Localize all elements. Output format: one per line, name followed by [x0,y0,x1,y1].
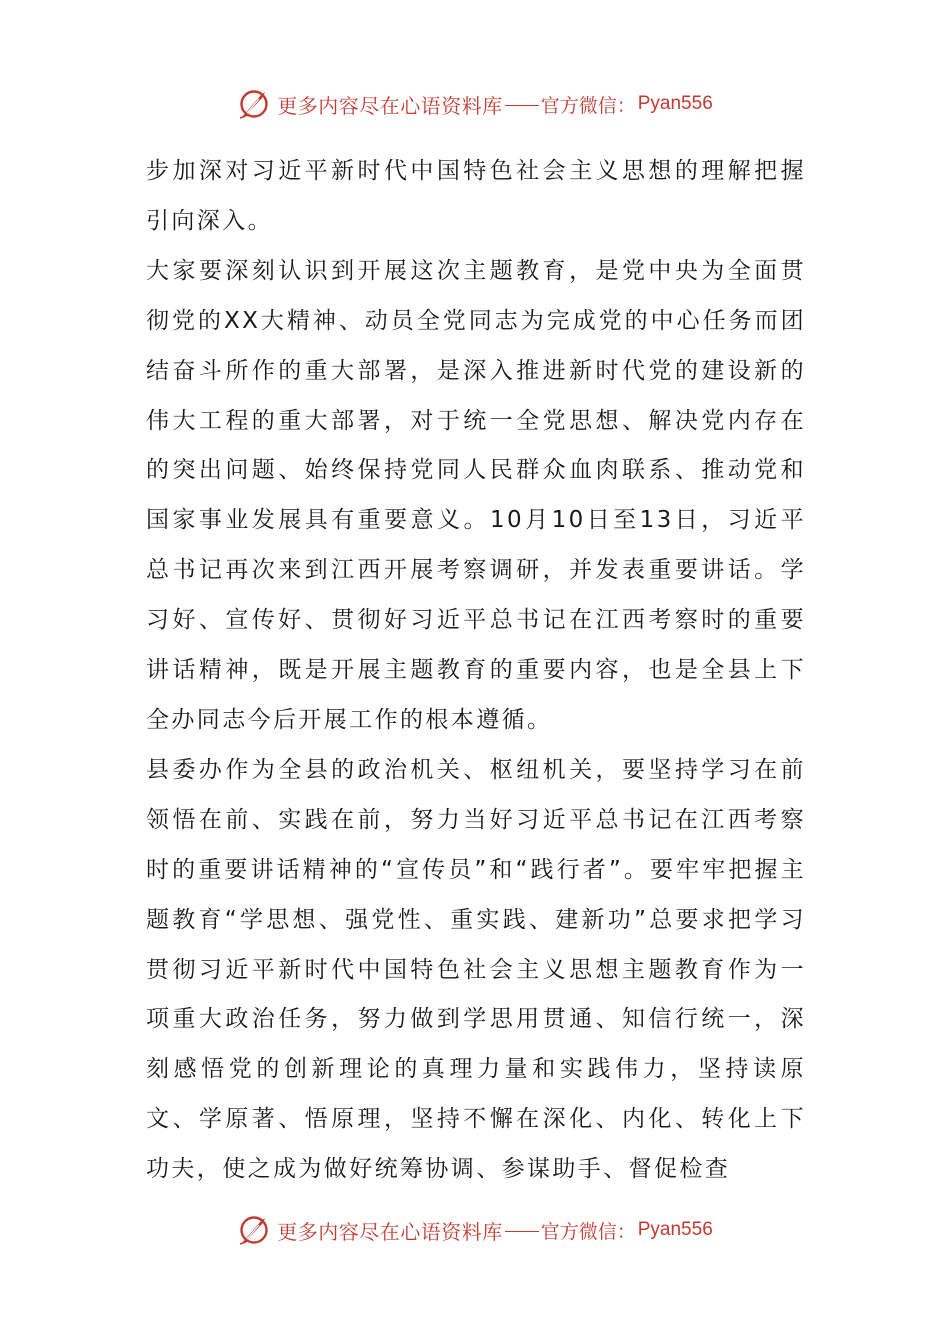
quill-pen-circle-icon [237,87,271,121]
paragraph-3: 县委办作为全县的政治机关、枢纽机关，要坚持学习在前领悟在前、实践在前，努力当好习近平总书记在江西考察时的重要讲话精神的“宣传员”和“践行者”。要牢牢把握主题教育“学思想、强党性、重实践、建新功”总要求把学习贯彻习近平新时代中国特色社会主义思想主题教育作为一项重大政治任务，努力做到学思用贯通、知信行统一，深刻感悟党的创新理论的真理力量和实践伟力，坚持读原文、学原著、悟原理，坚持不懈在深化、内化、转化上下功夫，使之成为做好统筹协调、参谋助手、督促检查 [146,756,806,1183]
header-banner [0,84,950,124]
banner-dash [505,105,539,106]
banner-wechat-id: Pyan556 [637,1219,713,1240]
quill-pen-circle-icon [237,1213,271,1247]
banner-wechat-label: 官方微信： [540,1220,636,1243]
footer-banner [0,1210,950,1250]
banner-site-name: 更多内容尽在心语资料库 [277,93,503,118]
banner-wechat-id: Pyan556 [637,93,713,114]
banner-dash [505,1231,539,1232]
paragraph-2: 大家要深刻认识到开展这次主题教育，是党中央为全面贯彻党的XX大精神、动员全党同志为完成党的中心任务而团结奋斗所作的重大部署，是深入推进新时代党的建设新的伟大工程的重大部署，对于统一全党思想、解决党内存在的突出问题、始终保持党同人民群众血肉联系、推动党和国家事业发展具有重要意义。10月10日至13日，习近平总书记再次来到江西开展考察调研，并发表重要讲话。学习好、宣传好、贯彻好习近平总书记在江西考察时的重要讲话精神，既是开展主题教育的重要内容，也是全县上下全办同志今后开展工作的根本遵循。 [146,257,806,733]
paragraph-1: 步加深对习近平新时代中国特色社会主义思想的理解把握引向深入。 [146,158,806,234]
document-body [146,147,806,1195]
banner-site-name: 更多内容尽在心语资料库 [277,1219,503,1244]
banner-wechat-label: 官方微信： [540,94,636,117]
